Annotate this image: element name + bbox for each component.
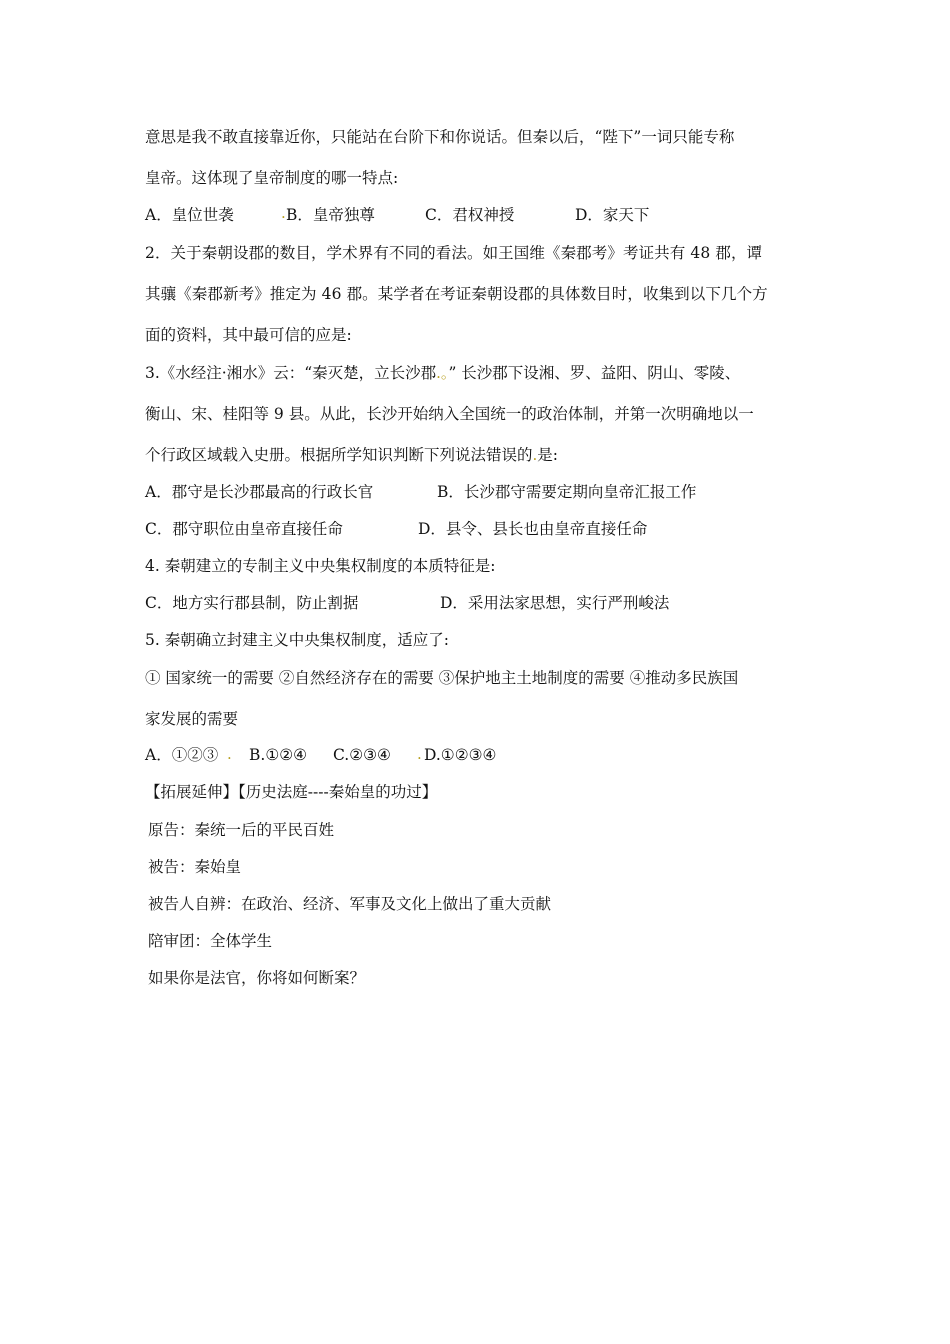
extension-question: 如果你是法官，你将如何断案？ [148,969,366,987]
q1-stem-line-1: 意思是我不敢直接靠近你，只能站在台阶下和你说话。但秦以后，“陛下”一词只能专称 [145,128,735,146]
extension-plaintiff: 原告：秦统一后的平民百姓 [148,821,335,839]
q1-stem-line-2: 皇帝。这体现了皇帝制度的哪一特点: [145,169,399,187]
q2-stem-line-1: 2．关于秦朝设郡的数目，学术界有不同的看法。如王国维《秦郡考》考证共有 48 郡，谭 [145,244,763,262]
q1-option-a: A．皇位世袭 [145,206,234,224]
q5-option-b: B.①②④ [249,746,308,764]
q3-option-a: A．郡守是长沙郡最高的行政长官 [145,483,374,501]
q5-option-a: A．①②③ [145,746,219,764]
q3-stem-line-1 [145,363,815,383]
q4-option-c: C．地方实行郡县制，防止割据 [145,594,359,612]
q1-option-d: D．家天下 [575,206,650,224]
q3-stem-line-3-mark: . [532,446,538,464]
extension-defendant: 被告：秦始皇 [148,858,242,876]
q4-option-d: D．采用法家思想，实行严刑峻法 [440,594,670,612]
q3-stem-line-3-a: 个行政区域载入史册。根据所学知识判断下列说法错误的 [145,446,533,464]
q3-option-c: C．郡守职位由皇帝直接任命 [145,520,343,538]
q3-stem-line-1-b: ” 长沙郡下设湘、罗、益阳、阴山、零陵、 [448,364,741,382]
q5-option-c: C.②③④ [333,746,391,764]
q3-option-b: B．长沙郡守需要定期向皇帝汇报工作 [437,483,697,501]
extension-heading: 【拓展延伸】【历史法庭----秦始皇的功过】 [145,783,438,801]
q3-stem-line-2: 衡山、宋、桂阳等 9 县。从此，长沙开始纳入全国统一的政治体制，并第一次明确地以一 [145,405,754,423]
q2-stem-line-3: 面的资料，其中最可信的应是: [145,326,352,344]
q5-option-d: D.①②③④ [424,746,497,764]
q5-stem: 5. 秦朝确立封建主义中央集权制度，适应了: [145,631,449,649]
q3-stem-line-3 [145,445,815,465]
q5-option-d-mark: . [417,745,422,763]
q5-option-a-mark: . [227,745,232,763]
q3-stem-line-1-mark: .。 [436,364,449,382]
q4-stem: 4. 秦朝建立的专制主义中央集权制度的本质特征是: [145,557,496,575]
extension-defense: 被告人自辨：在政治、经济、军事及文化上做出了重大贡献 [148,895,552,913]
q3-stem-line-1-a: 3.《水经注·湘水》云：“秦灭楚，立长沙郡 [145,364,437,382]
extension-jury: 陪审团：全体学生 [148,932,273,950]
q1-option-b-mark: . [281,204,286,222]
q5-items-line-2: 家发展的需要 [145,710,239,728]
q1-option-b: B．皇帝独尊 [286,206,375,224]
q3-stem-line-3-b: 是: [537,446,559,464]
q5-items-line-1: ① 国家统一的需要 ②自然经济存在的需要 ③保护地主土地制度的需要 ④推动多民族国 [145,669,739,687]
q3-option-d: D．县令、县长也由皇帝直接任命 [418,520,648,538]
q1-option-c: C．君权神授 [425,206,515,224]
q2-stem-line-2: 其骧《秦郡新考》推定为 46 郡。某学者在考证秦朝设郡的具体数目时，收集到以下几个方 [145,285,768,303]
